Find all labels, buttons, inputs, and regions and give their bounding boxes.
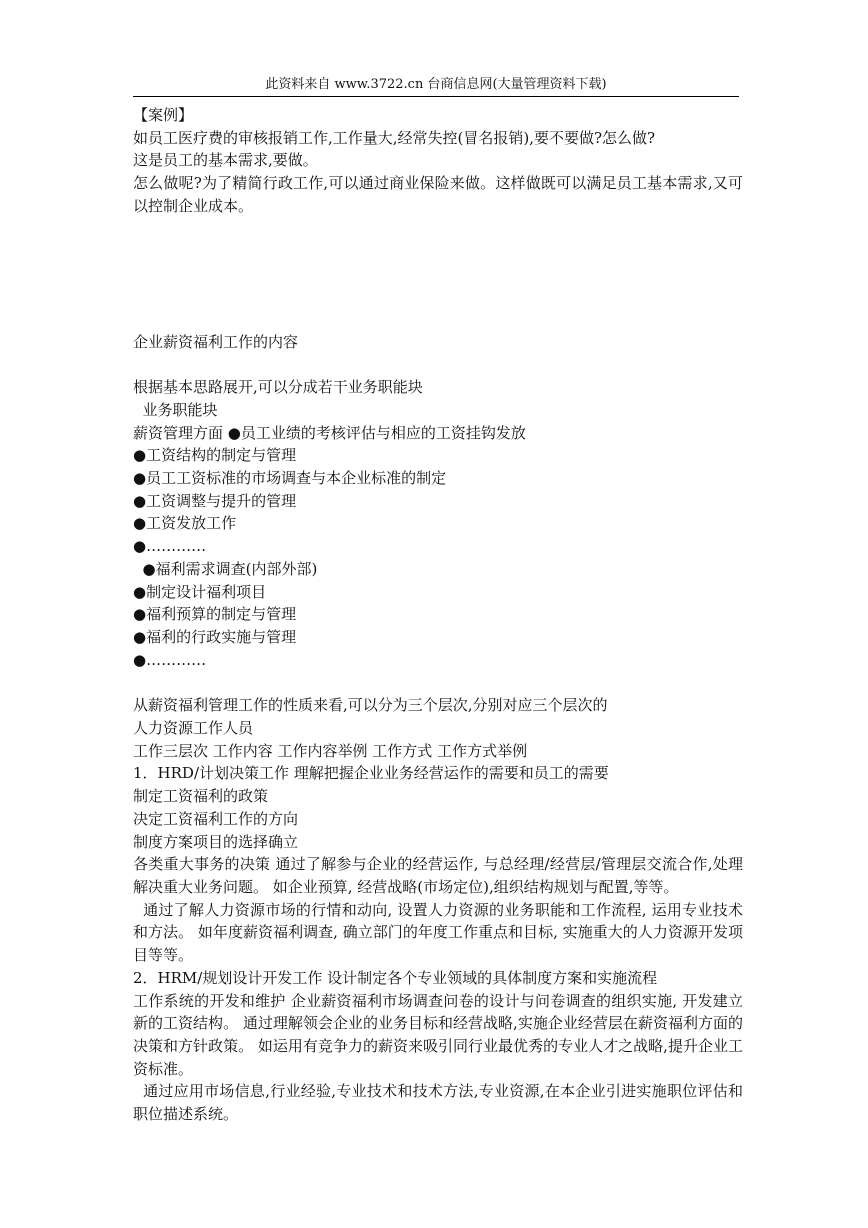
paragraph: 通过应用市场信息,行业经验,专业技术和技术方法,专业资源,在本企业引进实施职位评估和职位描述系统。 bbox=[133, 1082, 744, 1124]
section-title: 企业薪资福利工作的内容 bbox=[133, 332, 299, 351]
case-question: 如员工医疗费的审核报销工作,工作量大,经常失控(冒名报销),要不要做?怎么做? bbox=[133, 128, 656, 147]
case-title: 【案例】 bbox=[133, 106, 194, 124]
spacer bbox=[133, 353, 743, 376]
bullet-item: ●工资发放工作 bbox=[133, 514, 237, 533]
bullet-item: ●………… bbox=[133, 650, 207, 669]
bullet-item: ●福利需求调查(内部外部) bbox=[133, 559, 318, 578]
text-line: 业务职能块 bbox=[133, 400, 218, 419]
case-answer: 这是员工的基本需求,要做。 bbox=[133, 151, 318, 170]
text-line: 根据基本思路展开,可以分成若干业务职能块 bbox=[133, 378, 423, 397]
spacer bbox=[133, 671, 743, 694]
text-line: 制度方案项目的选择确立 bbox=[133, 832, 299, 851]
bullet-item: ●福利预算的制定与管理 bbox=[133, 605, 297, 624]
bullet-item: ●工资结构的制定与管理 bbox=[133, 446, 297, 465]
text-line: 人力资源工作人员 bbox=[133, 719, 254, 738]
spacer bbox=[133, 218, 743, 331]
paragraph: 通过了解人力资源市场的行情和动向, 设置人力资源的业务职能和工作流程, 运用专业技术和方法。 如年度薪资福利调查, 确立部门的年度工作重点和目标, 实施重大的人力资源开发项目等等。 bbox=[133, 900, 743, 965]
bullet-item: ●………… bbox=[133, 537, 207, 556]
text-line: 从薪资福利管理工作的性质来看,可以分为三个层次,分别对应三个层次的 bbox=[133, 696, 608, 715]
text-line: 工作三层次 工作内容 工作内容举例 工作方式 工作方式举例 bbox=[133, 741, 528, 760]
text-line: 决定工资福利工作的方向 bbox=[133, 809, 299, 828]
document-body bbox=[133, 104, 743, 1126]
paragraph: 工作系统的开发和维护 企业薪资福利市场调查问卷的设计与问卷调查的组织实施, 开发建立新的工资结构。 通过理解领会企业的业务目标和经营战略,实施企业经营层在薪资福利方面的决策和方针政策。 如运用有竞争力的薪资来吸引同行业最优秀的专业人才之战略,提升企业工资标准。 bbox=[133, 991, 743, 1078]
paragraph: 各类重大事务的决策 通过了解参与企业的经营运作, 与总经理/经营层/管理层交流合作,处理解决重大业务问题。 如企业预算, 经营战略(市场定位),组织结构规划与配置,等等。 bbox=[133, 855, 743, 896]
bullet-item: ●工资调整与提升的管理 bbox=[133, 491, 297, 510]
bullet-item: ●制定设计福利项目 bbox=[133, 582, 267, 601]
page-header: 此资料来自 www.3722.cn 台商信息网(大量管理资料下载) bbox=[265, 77, 607, 92]
text-line: 薪资管理方面 ●员工业绩的考核评估与相应的工资挂钩发放 bbox=[133, 423, 526, 442]
bullet-item: ●员工工资标准的市场调查与本企业标准的制定 bbox=[133, 469, 447, 488]
case-explanation: 怎么做呢?为了精简行政工作,可以通过商业保险来做。这样做既可以满足员工基本需求,又可以控制企业成本。 bbox=[133, 174, 743, 215]
text-line: 制定工资福利的政策 bbox=[133, 787, 269, 806]
text-line: 1．HRD/计划决策工作 理解把握企业业务经营运作的需要和员工的需要 bbox=[133, 764, 609, 783]
header-rule bbox=[133, 96, 739, 97]
bullet-item: ●福利的行政实施与管理 bbox=[133, 627, 297, 646]
text-line: 2．HRM/规划设计开发工作 设计制定各个专业领域的具体制度方案和实施流程 bbox=[133, 968, 658, 987]
